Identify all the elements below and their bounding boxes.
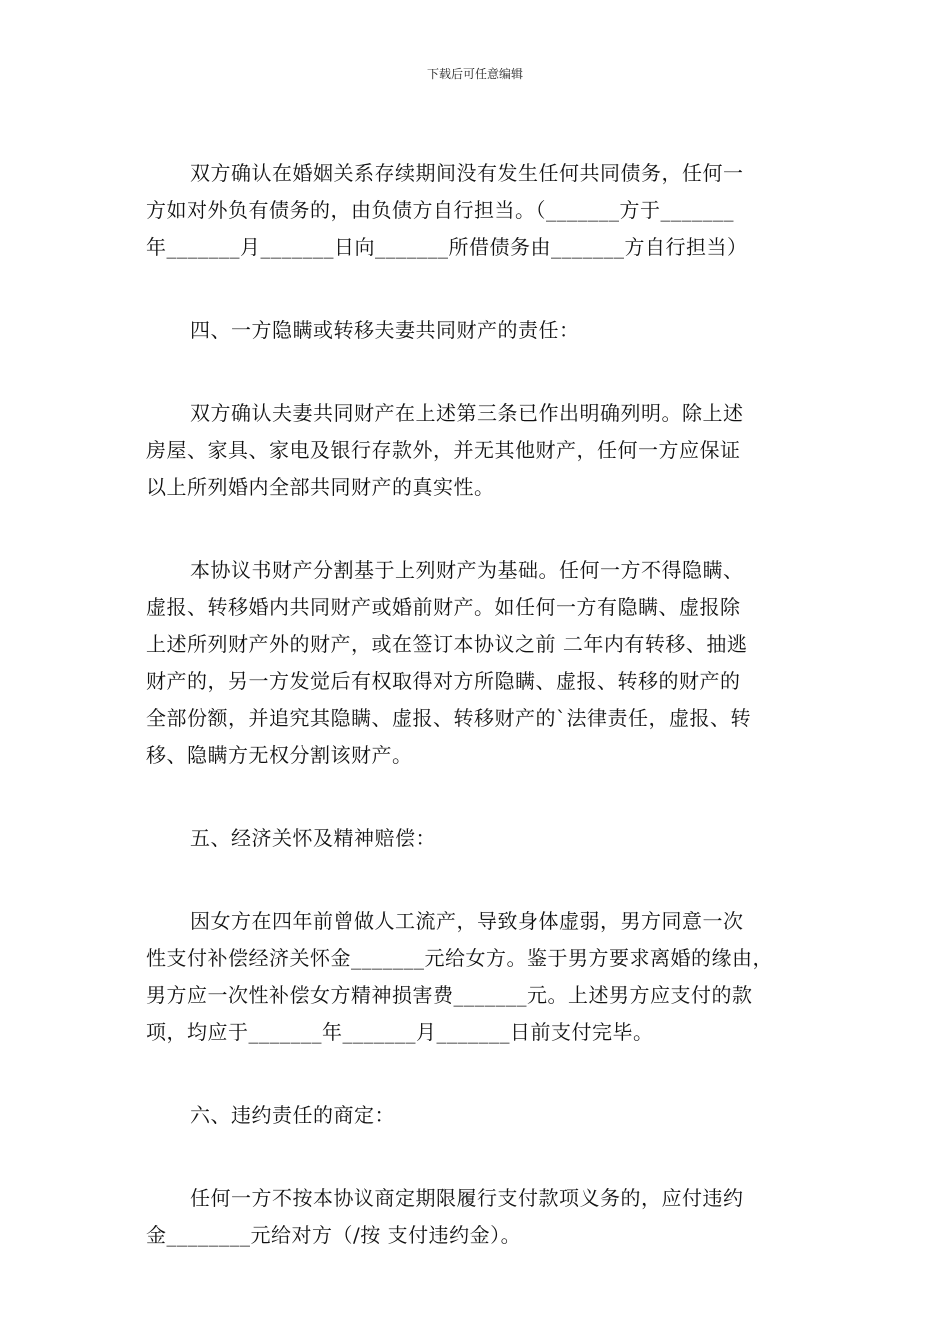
paragraph-compensation bbox=[146, 903, 806, 1051]
text-line: 移、隐瞒方无权分割该财产。 bbox=[146, 743, 413, 767]
text-line: 全部份额，并追究其隐瞒、虚报、转移财产的`法律责任，虚报、转 bbox=[146, 706, 751, 730]
text-line: 五、经济关怀及精神赔偿： bbox=[190, 826, 436, 850]
text-line: 因女方在四年前曾做人工流产，导致身体虚弱，男方同意一次 bbox=[190, 909, 744, 933]
section-heading-6 bbox=[146, 1097, 806, 1134]
text-line: 虚报、转移婚内共同财产或婚前财产。如任何一方有隐瞒、虚报除 bbox=[146, 595, 741, 619]
page-header: 下载后可任意编辑 bbox=[426, 67, 523, 81]
text-line: 四、一方隐瞒或转移夫妻共同财产的责任： bbox=[190, 318, 580, 342]
paragraph-debts bbox=[146, 155, 806, 266]
text-line: 男方应一次性补偿女方精神损害费_______元。上述男方应支付的款 bbox=[146, 983, 753, 1007]
text-line: 本协议书财产分割基于上列财产为基础。任何一方不得隐瞒、 bbox=[190, 558, 744, 582]
paragraph-property-confirm bbox=[146, 395, 806, 506]
text-line: 性支付补偿经济关怀金_______元给女方。鉴于男方要求离婚的缘由， bbox=[146, 946, 773, 970]
text-line: 年_______月_______日向_______所借债务由_______方自行担当） bbox=[146, 235, 748, 259]
text-line: 双方确认在婚姻关系存续期间没有发生任何共同债务，任何一 bbox=[190, 161, 744, 185]
section-heading-4 bbox=[146, 312, 806, 349]
text-line: 方如对外负有债务的，由负债方自行担当。（_______方于_______ bbox=[146, 198, 734, 222]
text-line: 任何一方不按本协议商定期限履行支付款项义务的，应付违约 bbox=[190, 1186, 744, 1210]
document-body bbox=[146, 155, 806, 1254]
paragraph-breach bbox=[146, 1180, 806, 1254]
text-line: 六、违约责任的商定： bbox=[190, 1103, 395, 1127]
text-line: 房屋、家具、家电及银行存款外，并无其他财产，任何一方应保证 bbox=[146, 438, 741, 462]
text-line: 项，均应于_______年_______月_______日前支付完毕。 bbox=[146, 1020, 654, 1044]
text-line: 以上所列婚内全部共同财产的真实性。 bbox=[146, 475, 495, 499]
text-line: 双方确认夫妻共同财产在上述第三条已作出明确列明。除上述 bbox=[190, 401, 744, 425]
text-line: 金________元给对方（/按 支付违约金）。 bbox=[146, 1223, 522, 1247]
section-heading-5 bbox=[146, 820, 806, 857]
text-line: 上述所列财产外的财产，或在签订本协议之前 二年内有转移、抽逃 bbox=[146, 632, 748, 656]
text-line: 财产的，另一方发觉后有权取得对方所隐瞒、虚报、转移的财产的 bbox=[146, 669, 741, 693]
paragraph-property-division bbox=[146, 552, 806, 774]
